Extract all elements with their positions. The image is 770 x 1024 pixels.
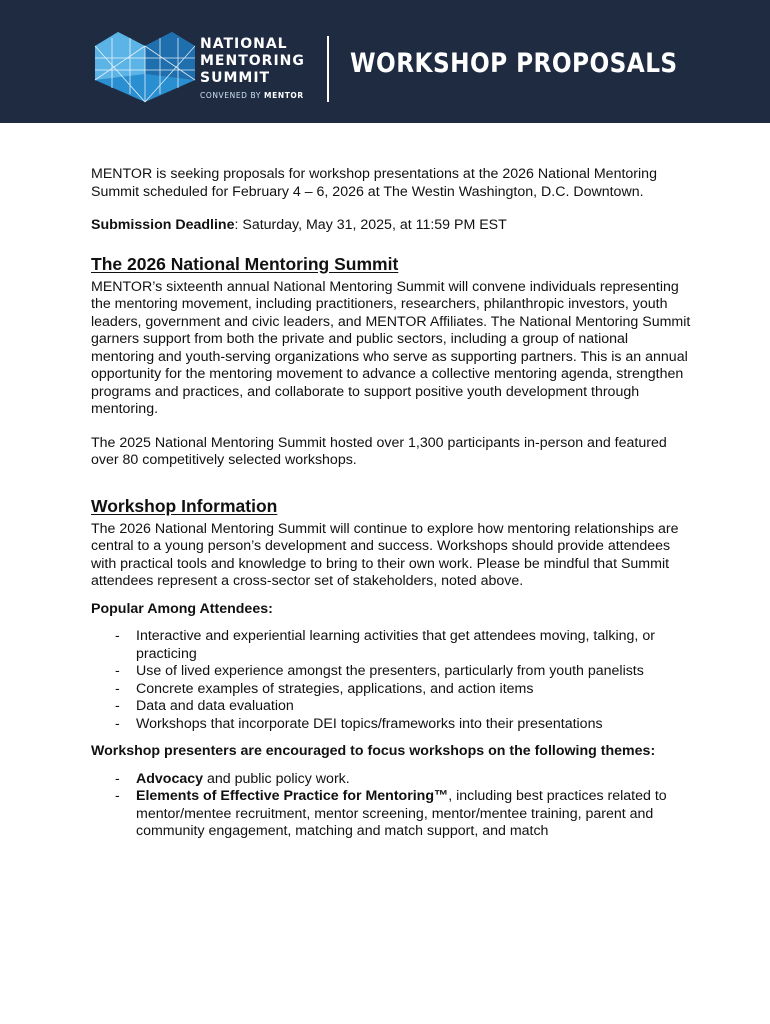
- popular-label: Popular Among Attendees:: [91, 600, 273, 617]
- workshop-section: [91, 495, 691, 841]
- themes-list: [91, 771, 691, 841]
- summit-section: [91, 253, 691, 470]
- list-item: - Workshops that incorporate DEI topics/frameworks into their presentations: [91, 716, 691, 734]
- logo-convened-by: [200, 90, 305, 102]
- logo-wordmark: [200, 36, 305, 102]
- workshop-heading: Workshop Information: [91, 495, 278, 516]
- header-banner: [0, 0, 770, 123]
- list-item: [91, 771, 691, 789]
- theme-bold: Elements of Effective Practice for Mentoring™: [136, 788, 449, 804]
- theme-rest: , including best practices related to mentor/mentee recruitment, mentor screening, mentor/mentee training, parent and community engagement, matching and match support, and match: [136, 788, 667, 839]
- document-body: [91, 166, 691, 849]
- list-item: - Use of lived experience amongst the presenters, particularly from youth panelists: [91, 663, 691, 681]
- deadline-label: Submission Deadline: [91, 217, 235, 233]
- theme-bold: Advocacy: [136, 770, 204, 787]
- logo-sub-brand: MENTOR: [264, 91, 304, 100]
- intro-paragraph: MENTOR is seeking proposals for workshop presentations at the 2026 National Mentoring Summit scheduled for February 4 – 6, 2026 at The Westin Washington, D.C. Downtown.: [91, 166, 657, 200]
- header-divider: [327, 36, 329, 102]
- popular-list: [91, 628, 691, 733]
- theme-rest: and public policy work.: [203, 770, 350, 787]
- page-title: WORKSHOP PROPOSALS: [350, 48, 678, 79]
- list-item: - Interactive and experiential learning activities that get attendees moving, talking, or practicing: [91, 628, 691, 663]
- logo-line-1: NATIONAL: [200, 36, 288, 52]
- themes-label: Workshop presenters are encouraged to focus workshops on the following themes:: [91, 743, 656, 759]
- summit-heading: The 2026 National Mentoring Summit: [91, 253, 399, 274]
- submission-deadline: [91, 217, 691, 235]
- summit-paragraph-2: The 2025 National Mentoring Summit hosted over 1,300 participants in-person and featured over 80 competitively selected workshops.: [91, 434, 667, 468]
- logo-sub-prefix: CONVENED BY: [200, 91, 265, 100]
- list-item: - Concrete examples of strategies, applications, and action items: [91, 681, 691, 699]
- summit-logo-icon: [90, 28, 200, 104]
- logo-line-3: SUMMIT: [200, 70, 271, 86]
- list-item: - Data and data evaluation: [91, 698, 691, 716]
- deadline-value: : Saturday, May 31, 2025, at 11:59 PM EST: [234, 217, 507, 233]
- list-item: [91, 788, 691, 841]
- summit-paragraph-1: MENTOR’s sixteenth annual National Mentoring Summit will convene individuals representing the mentoring movement, including practitioners, researchers, philanthropic investors, youth leaders, government and civic leaders, and MENTOR Affiliates. The National Mentoring Summit garners support from both the private and public sectors, including a group of national mentoring and youth-serving organizations who serve as supporting partners. This is an annual opportunity for the mentoring movement to advance a collective mentoring agenda, strengthen programs and practices, and collaborate to support positive youth development through mentoring.: [91, 278, 691, 417]
- logo-line-2: MENTORING: [200, 53, 305, 69]
- workshop-paragraph: The 2026 National Mentoring Summit will continue to explore how mentoring relationships are central to a young person’s development and success. Workshops should provide attendees with practical tools and knowledge to bring to their own work. Please be mindful that Summit attendees represent a cross-sector set of stakeholders, noted above.: [91, 520, 679, 589]
